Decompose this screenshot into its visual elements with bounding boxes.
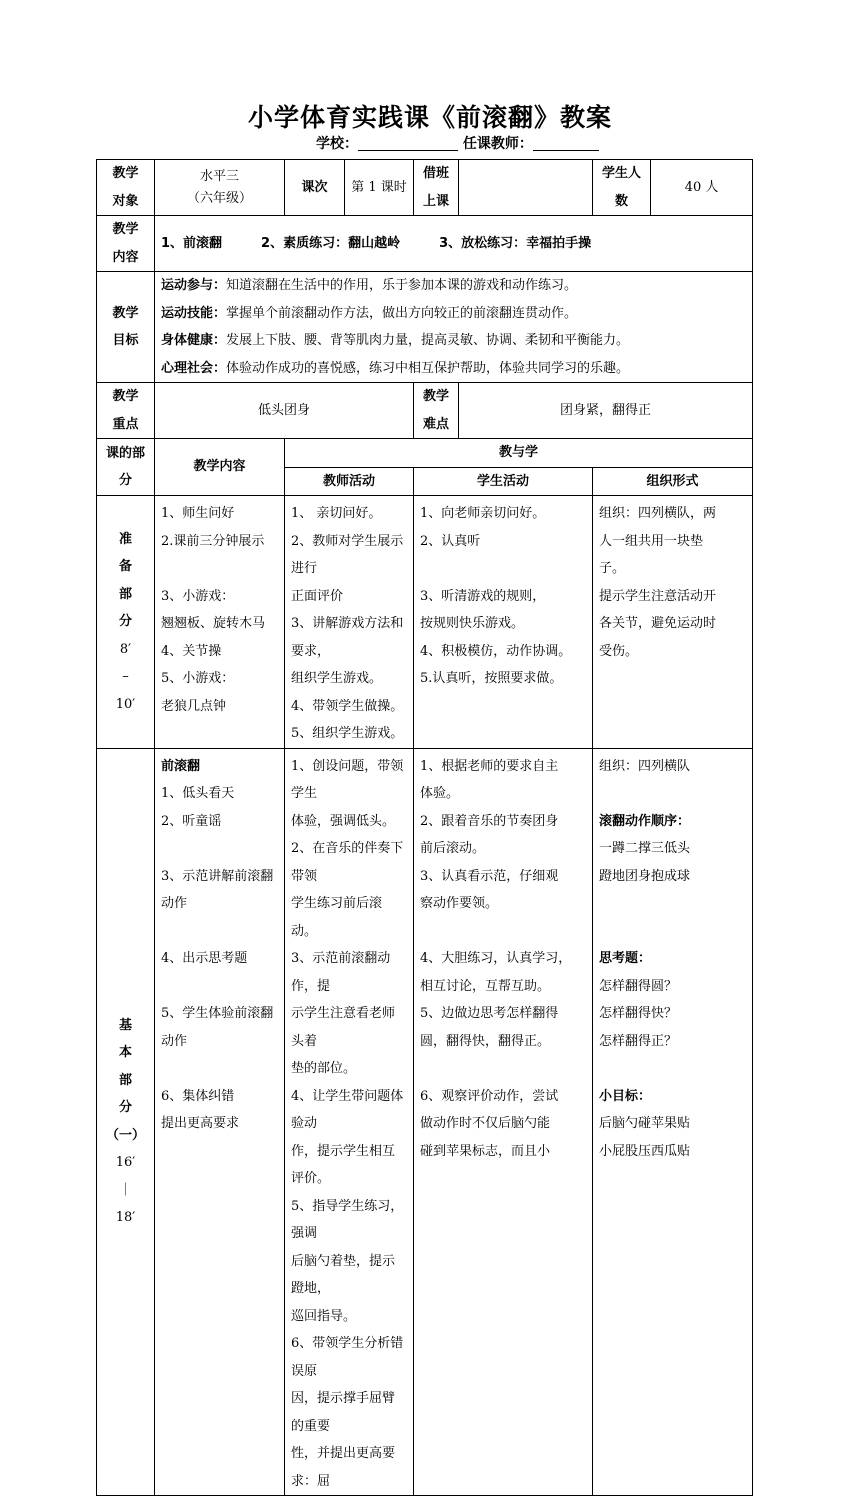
school-blank[interactable] bbox=[358, 136, 458, 151]
basic-teacher: 1、创设问题，带领学生 体验，强调低头。 2、在音乐的伴奏下带领 学生练习前后滚动。 3、示范前滚翻动作，提 示学生注意看老师头着 垫的部位。 4、让学生带问题体验动 作，提示学生相互评价。 5、指导学生练习，强调 后脑勺着垫，提示蹬地， 巡回指导。 6、带领学生分析错误原 因，提示撑手屈臂的重要 性，并提出更高要求：屈 bbox=[285, 748, 414, 1496]
prep-row bbox=[97, 496, 753, 749]
goal-item: 心理社会：体验动作成功的喜悦感，练习中相互保护帮助，体验共同学习的乐趣。 bbox=[161, 360, 630, 376]
lesson-label: 课次 bbox=[285, 160, 345, 216]
goal-item: 运动技能：掌握单个前滚翻动作方法，做出方向较正的前滚翻连贯动作。 bbox=[161, 305, 578, 321]
object-label: 教学 对象 bbox=[97, 160, 155, 216]
school-teacher-line bbox=[316, 133, 599, 153]
goal-item: 身体健康：发展上下肢、腰、背等肌肉力量，提高灵敏、协调、柔韧和平衡能力。 bbox=[161, 333, 630, 348]
teacher-blank[interactable] bbox=[533, 136, 599, 151]
lesson-plan-table bbox=[96, 159, 753, 1496]
basic-org: 组织：四列横队 滚翻动作顺序： 一蹲二撑三低头 蹬地团身抱成球 思考题： 怎样翻得圆？ 怎样翻得快？ 怎样翻得正？ 小目标： 后脑勺碰苹果贴 小屁股压西瓜贴 bbox=[593, 748, 753, 1496]
teacher-label: 任课教师： bbox=[462, 136, 533, 152]
content-text: 1、前滚翻 2、素质练习：翻山越岭 3、放松练习：幸福拍手操 bbox=[155, 216, 753, 272]
goals-row bbox=[97, 272, 753, 383]
prep-student: 1、向老师亲切问好。 2、认真听 3、听清游戏的规则， 按规则快乐游戏。 4、积极模仿，动作协调。 5.认真听，按照要求做。 bbox=[414, 496, 593, 749]
students-value: 40 人 bbox=[651, 160, 753, 216]
goals-list bbox=[155, 272, 753, 383]
focus-label: 教学 重点 bbox=[97, 383, 155, 439]
header-teach-learn: 教与学 bbox=[285, 439, 753, 468]
page-title: 小学体育实践课《前滚翻》教案 bbox=[247, 103, 612, 132]
prep-part: 准 备 部 分 8′ – 10′ bbox=[97, 496, 155, 749]
goals-label: 教学 目标 bbox=[97, 272, 155, 383]
level-value: 水平三 （六年级） bbox=[155, 160, 285, 216]
class-value bbox=[459, 160, 593, 216]
prep-teacher: 1、 亲切问好。 2、教师对学生展示进行 正面评价 3、讲解游戏方法和要求， 组织学生游戏。 4、带领学生做操。 5、组织学生游戏。 bbox=[285, 496, 414, 749]
info-row bbox=[97, 160, 753, 216]
content-label: 教学 内容 bbox=[97, 216, 155, 272]
focus-value: 低头团身 bbox=[155, 383, 414, 439]
school-label: 学校： bbox=[316, 136, 358, 152]
class-label: 借班 上课 bbox=[414, 160, 459, 216]
difficulty-label: 教学 难点 bbox=[414, 383, 459, 439]
basic-row bbox=[97, 748, 753, 1496]
header-part: 课的部 分 bbox=[97, 439, 155, 496]
content-row bbox=[97, 216, 753, 272]
header-org: 组织形式 bbox=[593, 467, 753, 496]
header-student: 学生活动 bbox=[414, 467, 593, 496]
students-label: 学生人数 bbox=[593, 160, 651, 216]
difficulty-value: 团身紧，翻得正 bbox=[459, 383, 753, 439]
header-row-1 bbox=[97, 439, 753, 468]
header-teacher: 教师活动 bbox=[285, 467, 414, 496]
goal-item: 运动参与：知道滚翻在生活中的作用，乐于参加本课的游戏和动作练习。 bbox=[161, 278, 578, 293]
basic-student: 1、根据老师的要求自主 体验。 2、跟着音乐的节奏团身 前后滚动。 3、认真看示范，仔细观 察动作要领。 4、大胆练习，认真学习， 相互讨论，互帮互助。 5、边做边思考怎样翻得 圆，翻得快，翻得正。 6、观察评价动作，尝试 做动作时不仅后脑勺能 碰到苹果标志，而且小 bbox=[414, 748, 593, 1496]
lesson-value: 第 1 课时 bbox=[345, 160, 414, 216]
prep-org: 组织：四列横队，两 人一组共用一块垫 子。 提示学生注意活动开 各关节，避免运动时 受伤。 bbox=[593, 496, 753, 749]
prep-content: 1、师生问好 2.课前三分钟展示 3、小游戏： 翘翘板、旋转木马 4、关节操 5、小游戏： 老狼几点钟 bbox=[155, 496, 285, 749]
basic-content: 前滚翻 1、低头看天 2、听童谣 3、示范讲解前滚翻 动作 4、出示思考题 5、学生体验前滚翻 动作 6、集体纠错 提出更高要求 bbox=[155, 748, 285, 1496]
header-content: 教学内容 bbox=[155, 439, 285, 496]
basic-part: 基 本 部 分 （一） 16′ ｜ 18′ bbox=[97, 748, 155, 1496]
focus-row bbox=[97, 383, 753, 439]
